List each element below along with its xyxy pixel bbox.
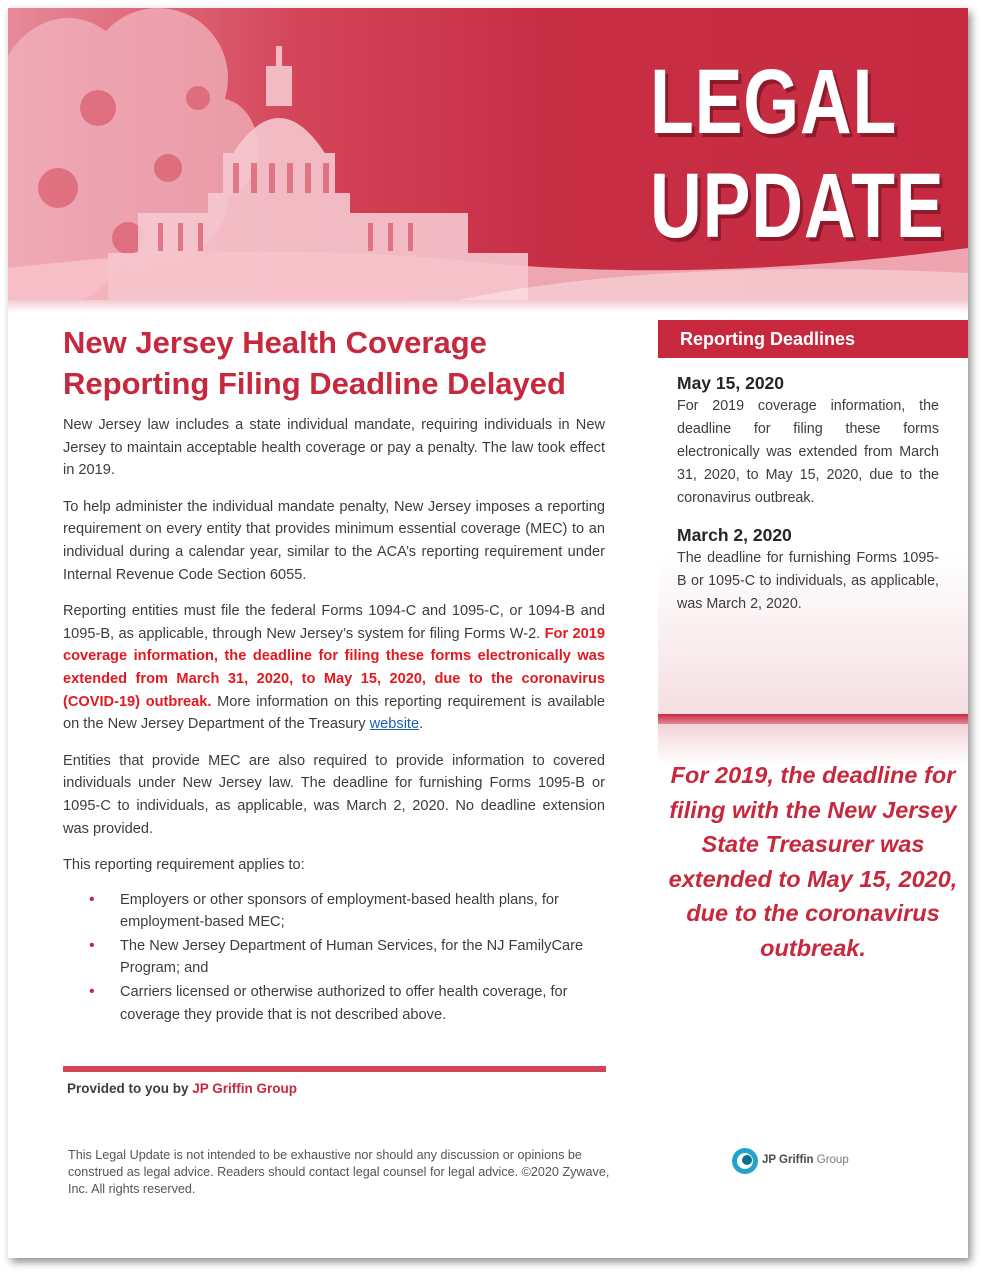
provided-by: Provided to you by JP Griffin Group (67, 1081, 298, 1096)
filing-text: Reporting entities must file the federal Forms 1094-C and 1095-C, or 1094-B and 1095-B, as applicable, through New Jersey’s system for filing Forms W-2. (63, 603, 605, 642)
sidebar-heading: Reporting Deadlines (658, 320, 968, 358)
paragraph-filing: Reporting entities must file the federal Forms 1094-C and 1095-C, or 1094-B and 1095-B, as applicable, through New Jersey’s system for filing Forms W-2. For 2019 coverage information, the deadline for filing these forms electronically was extended from March 31, 2020, to May 15, 2020, due to the coronavirus (COVID-19) outbreak. More information on this reporting requirement is available on the New Jersey Department of the Treasury website. (63, 603, 605, 733)
pull-quote: For 2019, the deadline for filing with the New Jersey State Treasurer was extended to May 15, 2020, due to the coronavirus outbreak. (668, 762, 958, 961)
deadline-text: The deadline for furnishing Forms 1095-B or 1095-C to individuals, as applicable, was March 2, 2020. (677, 550, 939, 612)
griffin-logo-icon (730, 1146, 760, 1176)
banner-title (650, 50, 945, 258)
paragraph-reporting: To help administer the individual mandate penalty, New Jersey imposes a reporting requirement on every entity that provides minimum essential coverage (MEC) to an individual during a calendar year, similar to the ACA’s reporting requirement under Internal Revenue Code Section 6055. (63, 498, 605, 583)
provider-name: JP Griffin Group (192, 1081, 298, 1096)
footer-divider (63, 1066, 606, 1072)
deadline-text: For 2019 coverage information, the deadline for filing these forms electronically was extended from March 31, 2020, to May 15, 2020, due to the coronavirus outbreak. (677, 398, 939, 506)
deadline-item (677, 372, 939, 510)
deadline-date: March 2, 2020 (677, 525, 792, 545)
main-column (63, 322, 605, 1027)
paragraph-applies: This reporting requirement applies to: (63, 857, 305, 874)
bullet-icon: • (89, 983, 95, 1001)
bullet-icon: • (89, 890, 95, 908)
sidebar-divider (658, 714, 968, 724)
bullet-icon: • (89, 936, 95, 954)
logo-text: JP Griffin Group (762, 1154, 849, 1166)
banner-divider (8, 300, 968, 312)
list-item: • Carriers licensed or otherwise authorized to offer health coverage, for coverage they provide that is not described above. (89, 983, 568, 1023)
list-item: • The New Jersey Department of Human Services, for the NJ FamilyCare Program; and (89, 936, 584, 977)
banner-title-line2: UPDATE (650, 155, 945, 257)
highlighted-deadline-text: For 2019 coverage information, the deadline for filing these forms electronically was extended from March 31, 2020, to May 15, 2020, due to the coronavirus (COVID-19) outbreak. (63, 625, 605, 710)
treasury-website-link[interactable]: website (369, 716, 420, 733)
company-logo (730, 1146, 870, 1176)
applies-to-list (63, 889, 605, 1027)
deadline-item (677, 524, 939, 616)
list-item: • Employers or other sponsors of employment-based health plans, for employment-based MEC; (89, 890, 559, 931)
document-page (8, 8, 968, 1258)
deadline-date: May 15, 2020 (677, 373, 785, 393)
page-title: New Jersey Health Coverage Reporting Filing Deadline Delayed (63, 325, 566, 401)
filing-more-info: More information on this reporting requirement is available on the New Jersey Department of the Treasury (63, 693, 605, 733)
header-banner (8, 8, 968, 300)
paragraph-furnishing: Entities that provide MEC are also required to provide information to covered individuals under New Jersey law. The deadline for furnishing Forms 1095-B or 1095-C to individuals, as applicable, was March 2, 2020. No deadline extension was provided. (63, 752, 605, 837)
paragraph-mandate: New Jersey law includes a state individual mandate, requiring individuals in New Jersey to maintain acceptable health coverage or pay a penalty. The law took effect in 2019. (63, 417, 605, 479)
banner-title-line1: LEGAL (650, 51, 898, 153)
disclaimer: This Legal Update is not intended to be exhaustive nor should any discussion or opinions be construed as legal advice. Readers should contact legal counsel for legal advice. ©2020 Zywave, Inc. All rights reserved. (68, 1148, 610, 1197)
